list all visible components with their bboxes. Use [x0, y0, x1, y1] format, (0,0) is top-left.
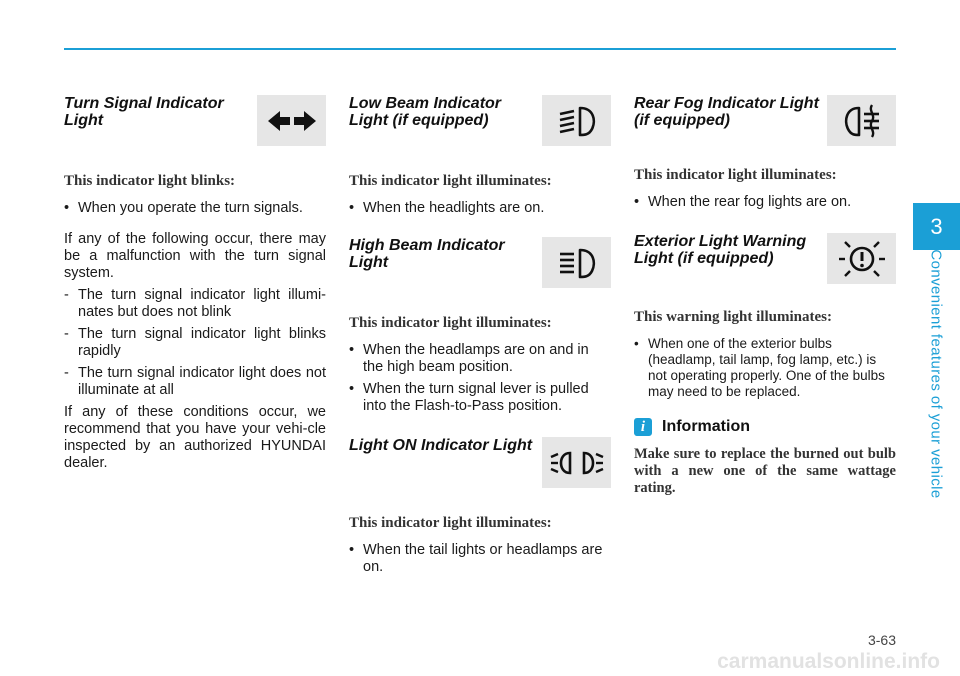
low-beam-title: Low Beam Indicator Light (if equipped)	[349, 95, 502, 129]
rear-fog-header	[634, 95, 896, 147]
exterior-warning-title: Exterior Light Warning Light (if equipped)	[634, 233, 807, 267]
low-beam-bullet: • When the headlights are on.	[349, 200, 611, 217]
rear-fog-bullet: • When the rear fog lights are on.	[634, 194, 896, 211]
column-2	[349, 95, 611, 581]
light-on-header	[349, 437, 611, 489]
turn-signal-condition: - The turn signal indicator light blinks rapidly	[64, 326, 326, 360]
exterior-warning-bullet: • When one of the exterior bulbs (headlamp, tail lamp, fog lamp, etc.) is not operating properly. One of the bulbs may need to be replaced.	[634, 336, 896, 400]
light-on-lead: This indicator light illuminates:	[349, 515, 552, 531]
turn-signal-lead: This indicator light blinks:	[64, 173, 236, 189]
turn-signal-header	[64, 95, 326, 147]
exterior-warning-lead: This warning light illuminates:	[634, 309, 832, 325]
exterior-warning-header	[634, 233, 896, 285]
info-icon: i	[634, 418, 652, 436]
turn-signal-bullet: • When you operate the turn signals.	[64, 200, 326, 217]
high-beam-bullet: • When the turn signal lever is pulled into the Flash-to-Pass position.	[349, 381, 611, 415]
chapter-title: Convenient features of your vehicle	[927, 249, 945, 499]
turn-signal-condition: - The turn signal indicator light does not illuminate at all	[64, 365, 326, 399]
information-text: Make sure to replace the burned out bulb with a new one of the same wattage rating.	[634, 446, 896, 496]
high-beam-lead: This indicator light illuminates:	[349, 315, 552, 331]
page-number: 3-63	[867, 632, 896, 648]
low-beam-icon	[542, 95, 611, 146]
low-beam-header	[349, 95, 611, 147]
watermark: carmanualsonline.info	[717, 650, 940, 673]
column-3	[634, 95, 896, 497]
header-rule	[64, 48, 896, 50]
parking-lights-icon	[542, 437, 611, 488]
exterior-light-warning-icon	[827, 233, 896, 284]
rear-fog-icon	[827, 95, 896, 146]
chapter-tab: 3	[913, 203, 960, 250]
light-on-title: Light ON Indicator Light	[349, 437, 533, 454]
light-on-bullet: • When the tail lights or headlamps are on.	[349, 542, 611, 576]
high-beam-title: High Beam Indicator Light	[349, 237, 505, 271]
high-beam-icon	[542, 237, 611, 288]
high-beam-bullet: • When the headlamps are on and in the high beam position.	[349, 342, 611, 376]
turn-signal-arrows-icon	[257, 95, 326, 146]
turn-signal-intro: If any of the following occur, there may be a malfunction with the turn signal system.	[64, 231, 326, 281]
rear-fog-title: Rear Fog Indicator Light (if equipped)	[634, 95, 819, 129]
turn-signal-closing: If any of these conditions occur, we recommend that you have your vehi-cle inspected by an authorized HYUNDAI dealer.	[64, 404, 326, 471]
high-beam-header	[349, 237, 611, 289]
low-beam-lead: This indicator light illuminates:	[349, 173, 552, 189]
rear-fog-lead: This indicator light illuminates:	[634, 167, 837, 183]
turn-signal-condition: - The turn signal indicator light illumi-nates but does not blink	[64, 287, 326, 321]
turn-signal-title: Turn Signal Indicator Light	[64, 95, 224, 129]
information-header	[634, 418, 896, 436]
information-title: Information	[662, 418, 750, 435]
column-1	[64, 95, 326, 477]
